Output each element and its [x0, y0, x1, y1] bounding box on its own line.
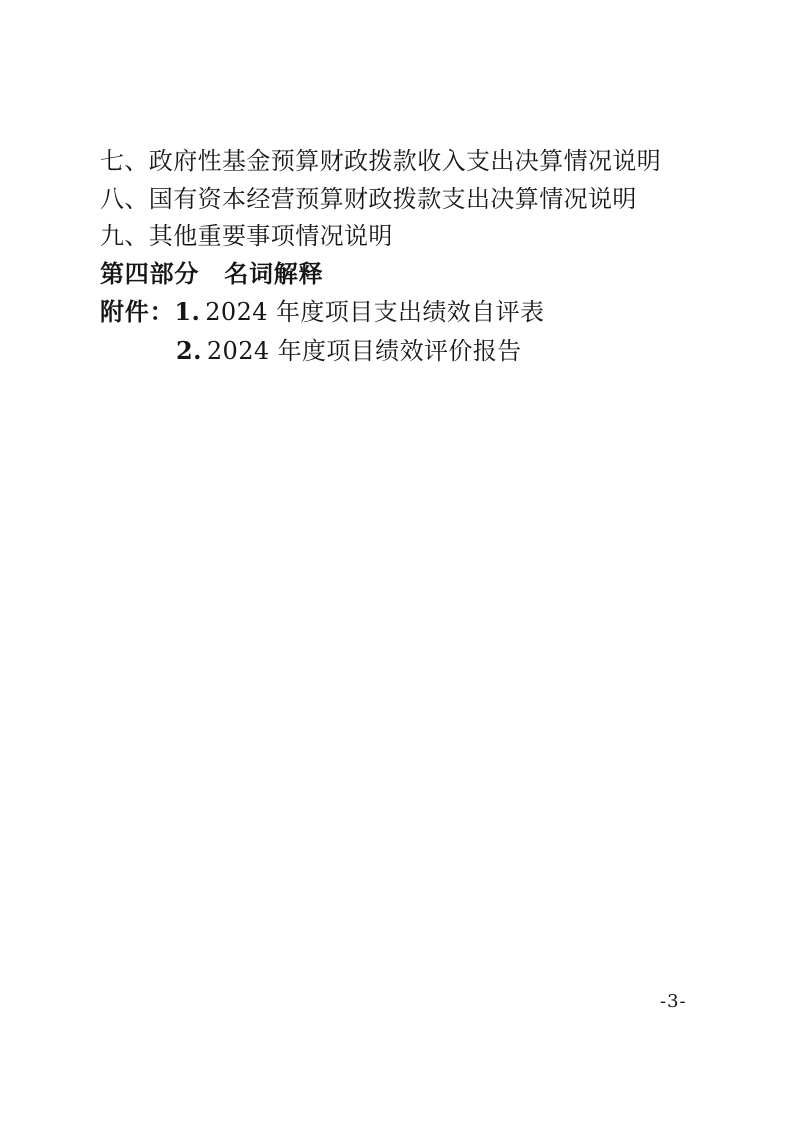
section-heading: [100, 256, 700, 294]
page-number: -3-: [660, 991, 687, 1012]
attachment-line-2: [100, 332, 700, 371]
attachment-1-number: 1.: [174, 297, 201, 327]
section-heading-title: 名词解释: [224, 260, 324, 288]
attachment-1-text: 2024 年度项目支出绩效自评表: [205, 298, 545, 327]
attachment-line-1: [100, 293, 700, 332]
attachments-label: 附件：: [100, 299, 175, 327]
document-content: [100, 143, 700, 371]
section-heading-part: 第四部分: [100, 260, 200, 288]
toc-item-9: 九、其他重要事项情况说明: [100, 222, 393, 251]
toc-item-7: 七、政府性基金预算财政拨款收入支出决算情况说明: [100, 147, 662, 175]
attachment-2-text: 2024 年度项目绩效评价报告: [206, 336, 522, 365]
attachment-2-number: 2.: [176, 335, 202, 365]
toc-item-8: 八、国有资本经营预算财政拨款支出决算情况说明: [100, 184, 637, 213]
